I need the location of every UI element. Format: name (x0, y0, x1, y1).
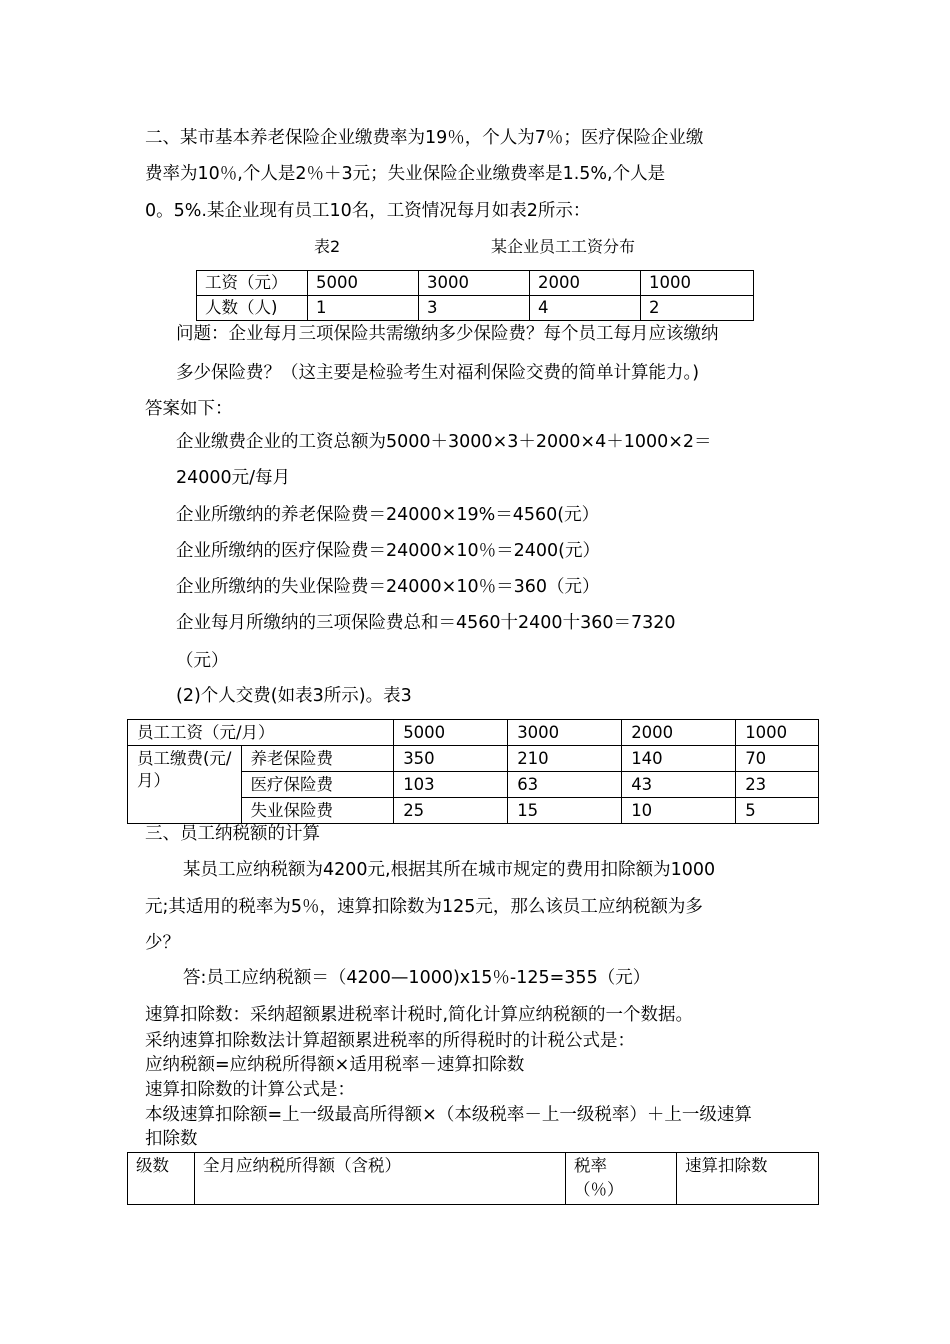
table-header-cell: 速算扣除数 (677, 1153, 819, 1205)
table-header-cell: 2000 (622, 720, 736, 746)
rate-header-line-1: 税率 (574, 1156, 607, 1175)
table-cell: 25 (394, 798, 508, 824)
table-cell: 63 (508, 772, 622, 798)
problem-line-3: 少？ (145, 933, 180, 953)
intro-line-2: 费率为10％,个人是2％＋3元；失业保险企业缴费率是1.5%,个人是 (145, 164, 666, 184)
table-header-cell (566, 1153, 677, 1205)
note-line: 速算扣除数：采纳超额累进税率计税时,简化计算应纳税额的一个数据。 (145, 1005, 694, 1025)
note-line: 速算扣除数的计算公式是： (145, 1080, 355, 1100)
salary-distribution-table (196, 270, 754, 321)
table-cell: 350 (394, 746, 508, 772)
table-cell: 70 (736, 746, 819, 772)
group-label-line-2: 月） (137, 771, 170, 790)
table-cell: 10 (622, 798, 736, 824)
table-row (128, 720, 819, 746)
table-row (128, 746, 819, 772)
table-header-cell: 级数 (128, 1153, 195, 1205)
question-line-1: 问题：企业每月三项保险共需缴纳多少保险费？每个员工每月应该缴纳 (176, 324, 719, 344)
table-row (197, 271, 754, 296)
table-cell: 210 (508, 746, 622, 772)
section3-heading: 三、员工纳税额的计算 (145, 824, 320, 844)
table-cell: 1000 (641, 271, 754, 296)
group-label-cell (128, 746, 242, 824)
note-line: 扣除数 (145, 1129, 198, 1149)
answer-line: 企业每月所缴纳的三项保险费总和＝4560十2400十360＝7320 (176, 613, 676, 633)
table-cell: 养老保险费 (241, 746, 394, 772)
answer-line: 24000元/每月 (176, 468, 291, 488)
table-cell: 23 (736, 772, 819, 798)
table-cell: 103 (394, 772, 508, 798)
intro-line-1: 二、某市基本养老保险企业缴费率为19％，个人为7％；医疗保险企业缴 (145, 128, 704, 148)
table-cell: 2000 (530, 271, 641, 296)
table-cell: 15 (508, 798, 622, 824)
answer-heading: 答案如下： (145, 399, 233, 419)
table-cell: 工资（元） (197, 271, 308, 296)
table-cell: 140 (622, 746, 736, 772)
intro-line-3: 0。5%.某企业现有员工10名，工资情况每月如表2所示： (145, 201, 591, 221)
table-cell: 43 (622, 772, 736, 798)
note-line: 采纳速算扣除数法计算超额累进税率的所得税时的计税公式是： (145, 1031, 635, 1051)
table-header-cell: 1000 (736, 720, 819, 746)
table-cell: 失业保险费 (241, 798, 394, 824)
answer-line: 企业缴费企业的工资总额为5000＋3000×3＋2000×4＋1000×2＝ (176, 432, 712, 452)
answer-line: （元） (176, 651, 229, 671)
answer-line: 企业所缴纳的失业保险费＝24000×10％＝360（元） (176, 577, 600, 597)
table-cell: 3 (419, 296, 530, 321)
table-header-cell: 3000 (508, 720, 622, 746)
note-line: 应纳税额=应纳税所得额×适用税率－速算扣除数 (145, 1055, 525, 1075)
answer-line: 企业所缴纳的养老保险费＝24000×19%＝4560(元） (176, 505, 600, 525)
table-cell: 人数（人) (197, 296, 308, 321)
table-cell: 5 (736, 798, 819, 824)
answer-line: (2)个人交费(如表3所示)。表3 (176, 686, 412, 706)
rate-header-line-2: （％） (574, 1180, 624, 1199)
tax-rate-table (127, 1152, 819, 1205)
table2-caption-label: 表2 (314, 237, 341, 256)
table-header-cell: 员工工资（元/月） (128, 720, 394, 746)
table-row (197, 296, 754, 321)
employee-contribution-table (127, 719, 819, 824)
table-row (128, 1153, 819, 1205)
group-label-line-1: 员工缴费(元/ (137, 749, 232, 768)
tax-answer-line: 答:员工应纳税额＝（4200—1000)x15％-125=355（元） (183, 968, 651, 988)
note-line: 本级速算扣除额=上一级最高所得额×（本级税率－上一级税率）＋上一级速算 (145, 1105, 752, 1125)
problem-line-1: 某员工应纳税额为4200元,根据其所在城市规定的费用扣除额为1000 (183, 860, 716, 880)
problem-line-2: 元;其适用的税率为5％，速算扣除数为125元，那么该员工应纳税额为多 (145, 897, 703, 917)
answer-line: 企业所缴纳的医疗保险费＝24000×10％＝2400(元） (176, 541, 600, 561)
table-cell: 1 (308, 296, 419, 321)
table-cell: 3000 (419, 271, 530, 296)
table-cell: 医疗保险费 (241, 772, 394, 798)
table-header-cell: 全月应纳税所得额（含税） (195, 1153, 566, 1205)
table-header-cell: 5000 (394, 720, 508, 746)
question-line-2: 多少保险费？（这主要是检验考生对福利保险交费的简单计算能力。) (176, 363, 700, 383)
table-cell: 4 (530, 296, 641, 321)
table2-caption-title: 某企业员工工资分布 (491, 237, 636, 256)
table-cell: 2 (641, 296, 754, 321)
table-cell: 5000 (308, 271, 419, 296)
